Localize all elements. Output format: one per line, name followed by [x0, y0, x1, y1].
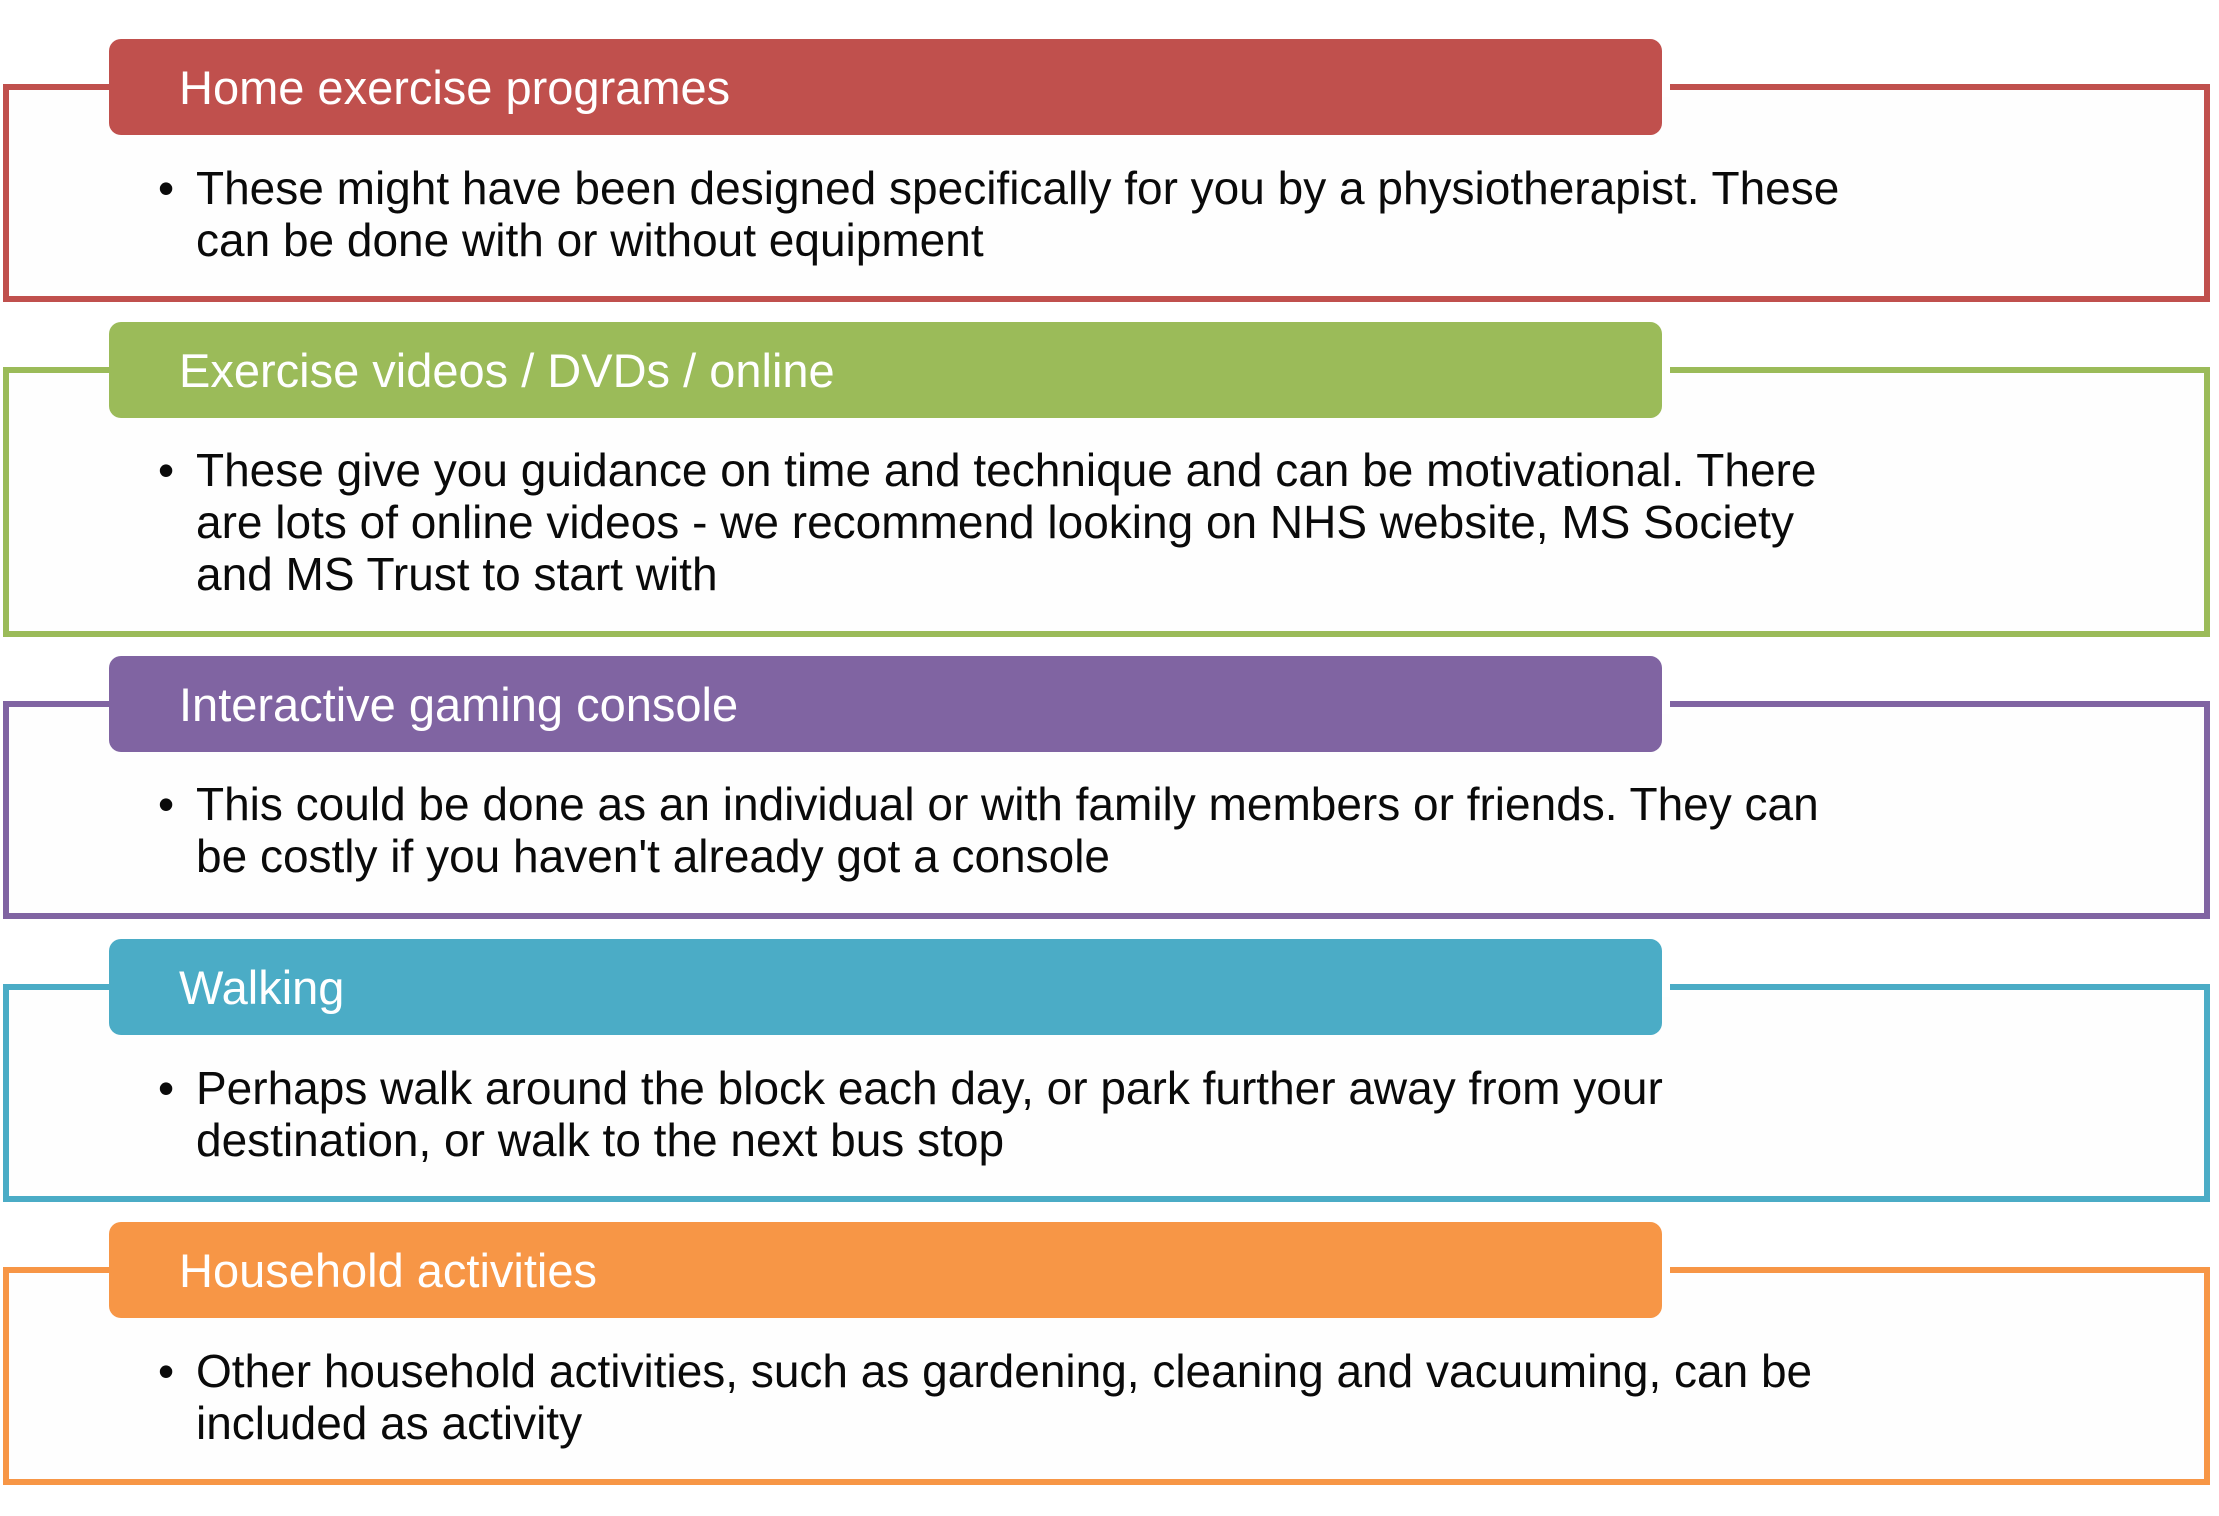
body-line: can be done with or without equipment — [196, 214, 984, 266]
body-line: These might have been designed specifically for you by a physiotherapist. These — [196, 162, 1840, 214]
body-line: and MS Trust to start with — [196, 548, 718, 600]
card-body — [158, 162, 2076, 266]
card-body — [158, 778, 2076, 882]
bullet-icon: • — [158, 444, 175, 496]
bullet-icon: • — [158, 162, 175, 214]
card-title: Home exercise programes — [179, 60, 731, 114]
bullet-icon: • — [158, 1062, 175, 1114]
body-line: be costly if you haven't already got a console — [196, 830, 1111, 882]
body-line: included as activity — [196, 1397, 583, 1449]
body-line: These give you guidance on time and technique and can be motivational. There — [196, 444, 1817, 496]
card-body — [158, 444, 2076, 600]
bullet-icon: • — [158, 778, 175, 830]
body-line: Other household activities, such as gardening, cleaning and vacuuming, can be — [196, 1345, 1813, 1397]
card-title: Interactive gaming console — [179, 677, 739, 731]
card-title: Walking — [179, 960, 345, 1014]
bullet-icon: • — [158, 1345, 175, 1397]
body-line: are lots of online videos - we recommend looking on NHS website, MS Society — [196, 496, 1794, 548]
card-header — [109, 939, 1662, 1035]
card-header — [109, 39, 1662, 135]
card-title: Exercise videos / DVDs / online — [179, 343, 835, 397]
card-header — [109, 322, 1662, 418]
card-header — [109, 656, 1662, 752]
body-line: destination, or walk to the next bus stop — [196, 1114, 1005, 1166]
body-line: Perhaps walk around the block each day, or park further away from your — [196, 1062, 1663, 1114]
card-body — [158, 1345, 2076, 1449]
card-title: Household activities — [179, 1243, 597, 1297]
body-line: This could be done as an individual or with family members or friends. They can — [196, 778, 1819, 830]
card-header — [109, 1222, 1662, 1318]
card-body — [158, 1062, 2076, 1166]
